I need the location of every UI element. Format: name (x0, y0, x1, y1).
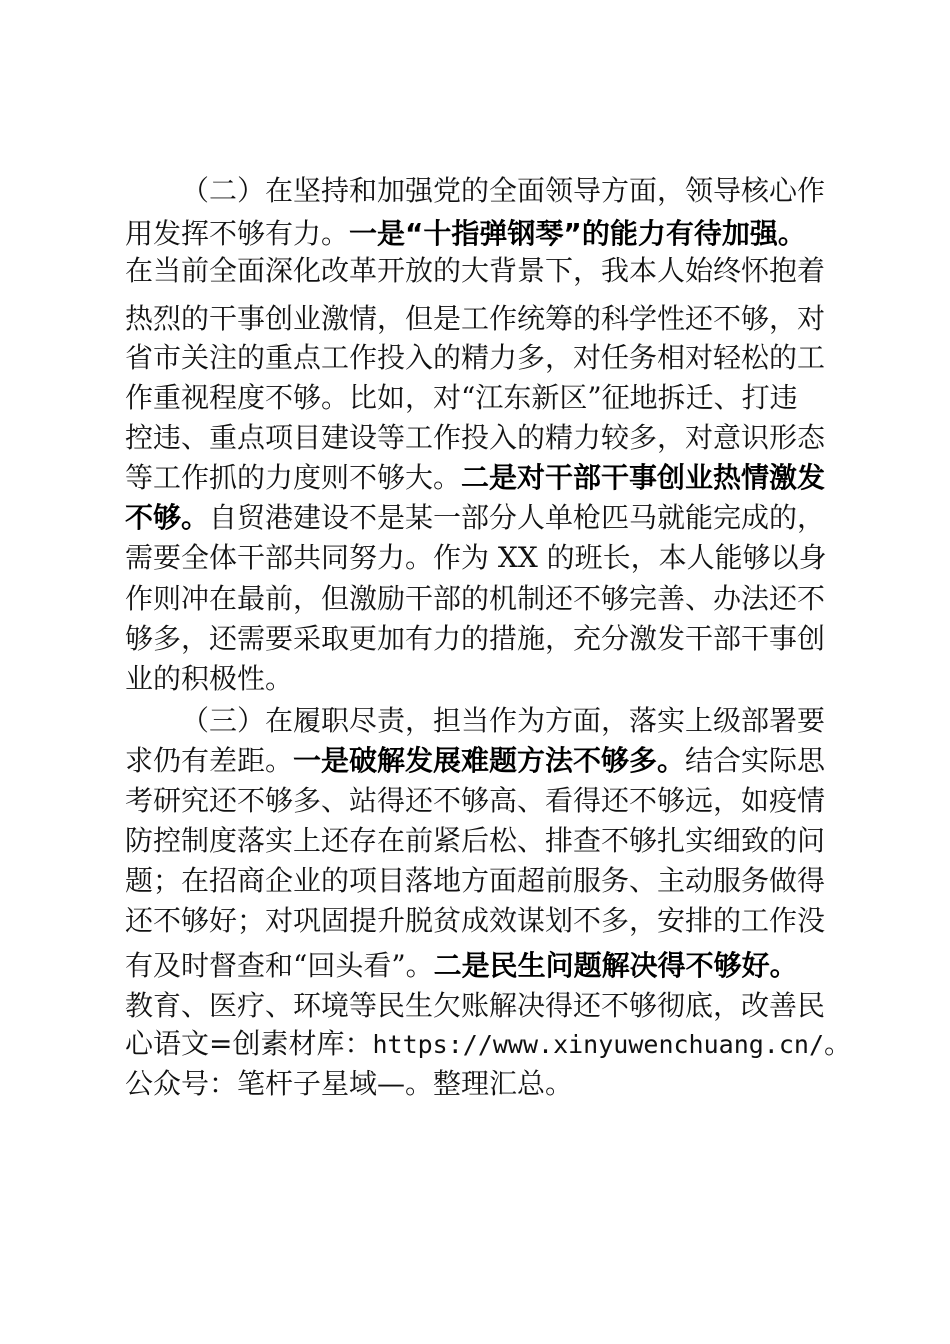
text-line (125, 213, 806, 255)
text-line (125, 578, 825, 620)
body-text: 心语文=创素材库： (125, 1027, 373, 1060)
bold-heading-text: 不够。 (125, 501, 210, 534)
text-line (125, 537, 827, 579)
bold-heading-text: 一是破解发展难题方法不够多。 (293, 744, 686, 777)
body-text: 有及时督查和“回头看”。 (125, 949, 434, 982)
text-line (181, 700, 825, 742)
text-line (125, 618, 825, 660)
text-line (125, 298, 825, 340)
body-text: 作则冲在最前，但激励干部的机制还不够完善、办法还不 (125, 582, 826, 615)
body-text: 结合实际思 (685, 744, 826, 777)
text-line (125, 1063, 573, 1105)
body-text: 考研究还不够多、站得还不够高、看得还不够远，如疫情 (125, 784, 826, 817)
body-text: 题；在招商企业的项目落地方面超前服务、主动服务做得 (125, 864, 826, 897)
text-line (125, 417, 825, 459)
body-text: 自贸港建设不是某一部分人单枪匹马就能完成的， (209, 501, 826, 534)
bold-heading-text: 一是“十指弹钢琴”的能力有待加强。 (349, 217, 806, 250)
text-line (125, 658, 293, 700)
text-line (125, 337, 825, 379)
body-text: 教育、医疗、环境等民生欠账解决得还不够彻底，改善民 (125, 989, 826, 1022)
body-text: 用发挥不够有力。 (125, 217, 350, 250)
body-text: 还不够好；对巩固提升脱贫成效谋划不多，安排的工作没 (125, 904, 826, 937)
text-line (125, 457, 825, 499)
body-text: 热烈的干事创业激情，但是工作统筹的科学性还不够，对 (125, 302, 826, 335)
text-line (125, 250, 825, 292)
body-text: 求仍有差距。 (125, 744, 294, 777)
body-text: 控违、重点项目建设等工作投入的精力较多，对意识形态 (125, 421, 826, 454)
body-text: 需要全体干部共同努力。作为 XX 的班长，本人能够以身 (125, 541, 827, 574)
body-text: 公众号：笔杆子星域—。整理汇总。 (125, 1067, 574, 1100)
text-line (125, 497, 825, 539)
text-line (125, 860, 825, 902)
text-line (125, 780, 825, 822)
body-text: 够多，还需要采取更加有力的措施，充分激发干部干事创 (125, 622, 826, 655)
text-line (181, 170, 825, 212)
body-text: 作重视程度不够。比如，对“江东新区”征地拆迁、打违 (125, 381, 798, 414)
body-text: （二）在坚持和加强党的全面领导方面，领导核心作 (181, 174, 826, 207)
text-line (125, 985, 825, 1027)
body-text: 等工作抓的力度则不够大。 (125, 461, 462, 494)
body-text: 业的积极性。 (125, 662, 294, 695)
text-line (125, 740, 825, 782)
body-text: 。 (824, 1027, 853, 1060)
text-line (125, 900, 825, 942)
body-text: （三）在履职尽责，担当作为方面，落实上级部署要 (181, 704, 826, 737)
body-text: 防控制度落实上还存在前紧后松、排查不够扎实细致的问 (125, 824, 826, 857)
text-line (125, 1023, 852, 1065)
text-line (125, 820, 825, 862)
body-text: 在当前全面深化改革开放的大背景下，我本人始终怀抱着 (125, 254, 826, 287)
text-line (125, 945, 798, 987)
body-text: 省市关注的重点工作投入的精力多，对任务相对轻松的工 (125, 341, 826, 374)
url-text: https://www.xinyuwenchuang.cn/ (372, 1030, 825, 1059)
text-line (125, 377, 798, 419)
bold-heading-text: 二是对干部干事创业热情激发 (461, 461, 826, 494)
bold-heading-text: 二是民生问题解决得不够好。 (433, 949, 798, 982)
